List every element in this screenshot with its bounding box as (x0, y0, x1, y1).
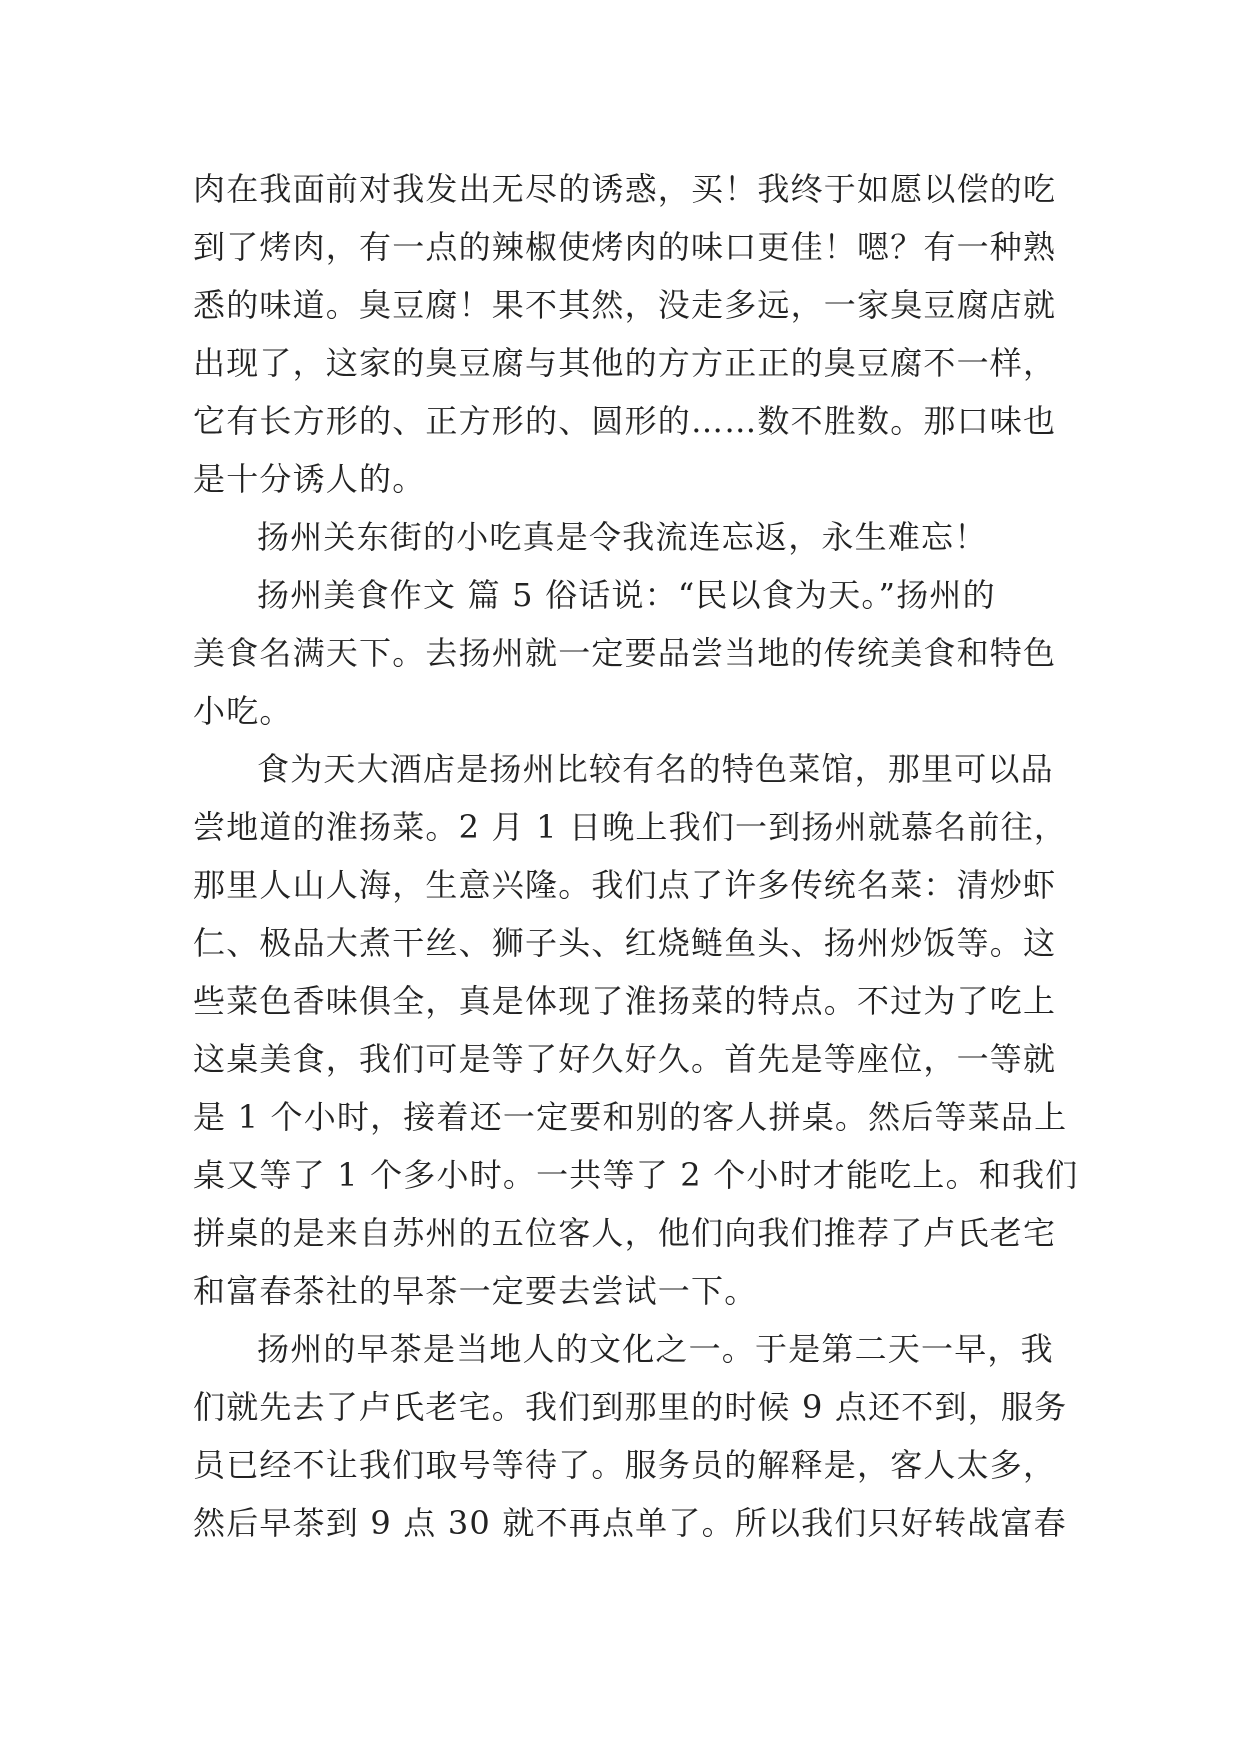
section-heading-line: 扬州美食作文 篇 5 俗话说：“民以食为天。”扬州的 (257, 576, 996, 614)
text-line: 到了烤肉，有一点的辣椒使烤肉的味口更佳！嗯？有一种熟 (193, 228, 1057, 266)
text-line: 桌又等了 1 个多小时。一共等了 2 个小时才能吃上。和我们 (193, 1156, 1079, 1194)
text-line: 员已经不让我们取号等待了。服务员的解释是，客人太多， (193, 1446, 1057, 1484)
text-line: 仁、极品大煮干丝、狮子头、红烧鲢鱼头、扬州炒饭等。这 (193, 924, 1057, 962)
text-line: 肉在我面前对我发出无尽的诱惑，买！我终于如愿以偿的吃 (193, 170, 1057, 208)
paragraph-first-line: 扬州的早茶是当地人的文化之一。于是第二天一早，我 (257, 1330, 1054, 1368)
text-line: 这桌美食，我们可是等了好久好久。首先是等座位，一等就 (193, 1040, 1057, 1078)
text-line: 尝地道的淮扬菜。2 月 1 日晚上我们一到扬州就慕名前往， (193, 808, 1068, 846)
text-line: 些菜色香味俱全，真是体现了淮扬菜的特点。不过为了吃上 (193, 982, 1057, 1020)
text-line: 它有长方形的、正方形的、圆形的……数不胜数。那口味也 (193, 402, 1057, 440)
text-line: 然后早茶到 9 点 30 就不再点单了。所以我们只好转战富春 (193, 1504, 1067, 1542)
text-line: 是十分诱人的。 (193, 460, 426, 498)
text-line: 那里人山人海，生意兴隆。我们点了许多传统名菜：清炒虾 (193, 866, 1057, 904)
text-line: 和富春茶社的早茶一定要去尝试一下。 (193, 1272, 758, 1310)
text-line: 悉的味道。臭豆腐！果不其然，没走多远，一家臭豆腐店就 (193, 286, 1057, 324)
text-line: 小吃。 (193, 692, 293, 730)
text-line: 们就先去了卢氏老宅。我们到那里的时候 9 点还不到，服务 (193, 1388, 1068, 1426)
paragraph-first-line: 食为天大酒店是扬州比较有名的特色菜馆，那里可以品 (257, 750, 1054, 788)
text-line: 美食名满天下。去扬州就一定要品尝当地的传统美食和特色 (193, 634, 1057, 672)
text-line: 拼桌的是来自苏州的五位客人，他们向我们推荐了卢氏老宅 (193, 1214, 1057, 1252)
paragraph-first-line: 扬州关东街的小吃真是令我流连忘返，永生难忘！ (257, 518, 988, 556)
text-line: 是 1 个小时，接着还一定要和别的客人拼桌。然后等菜品上 (193, 1098, 1068, 1136)
text-line: 出现了，这家的臭豆腐与其他的方方正正的臭豆腐不一样， (193, 344, 1057, 382)
